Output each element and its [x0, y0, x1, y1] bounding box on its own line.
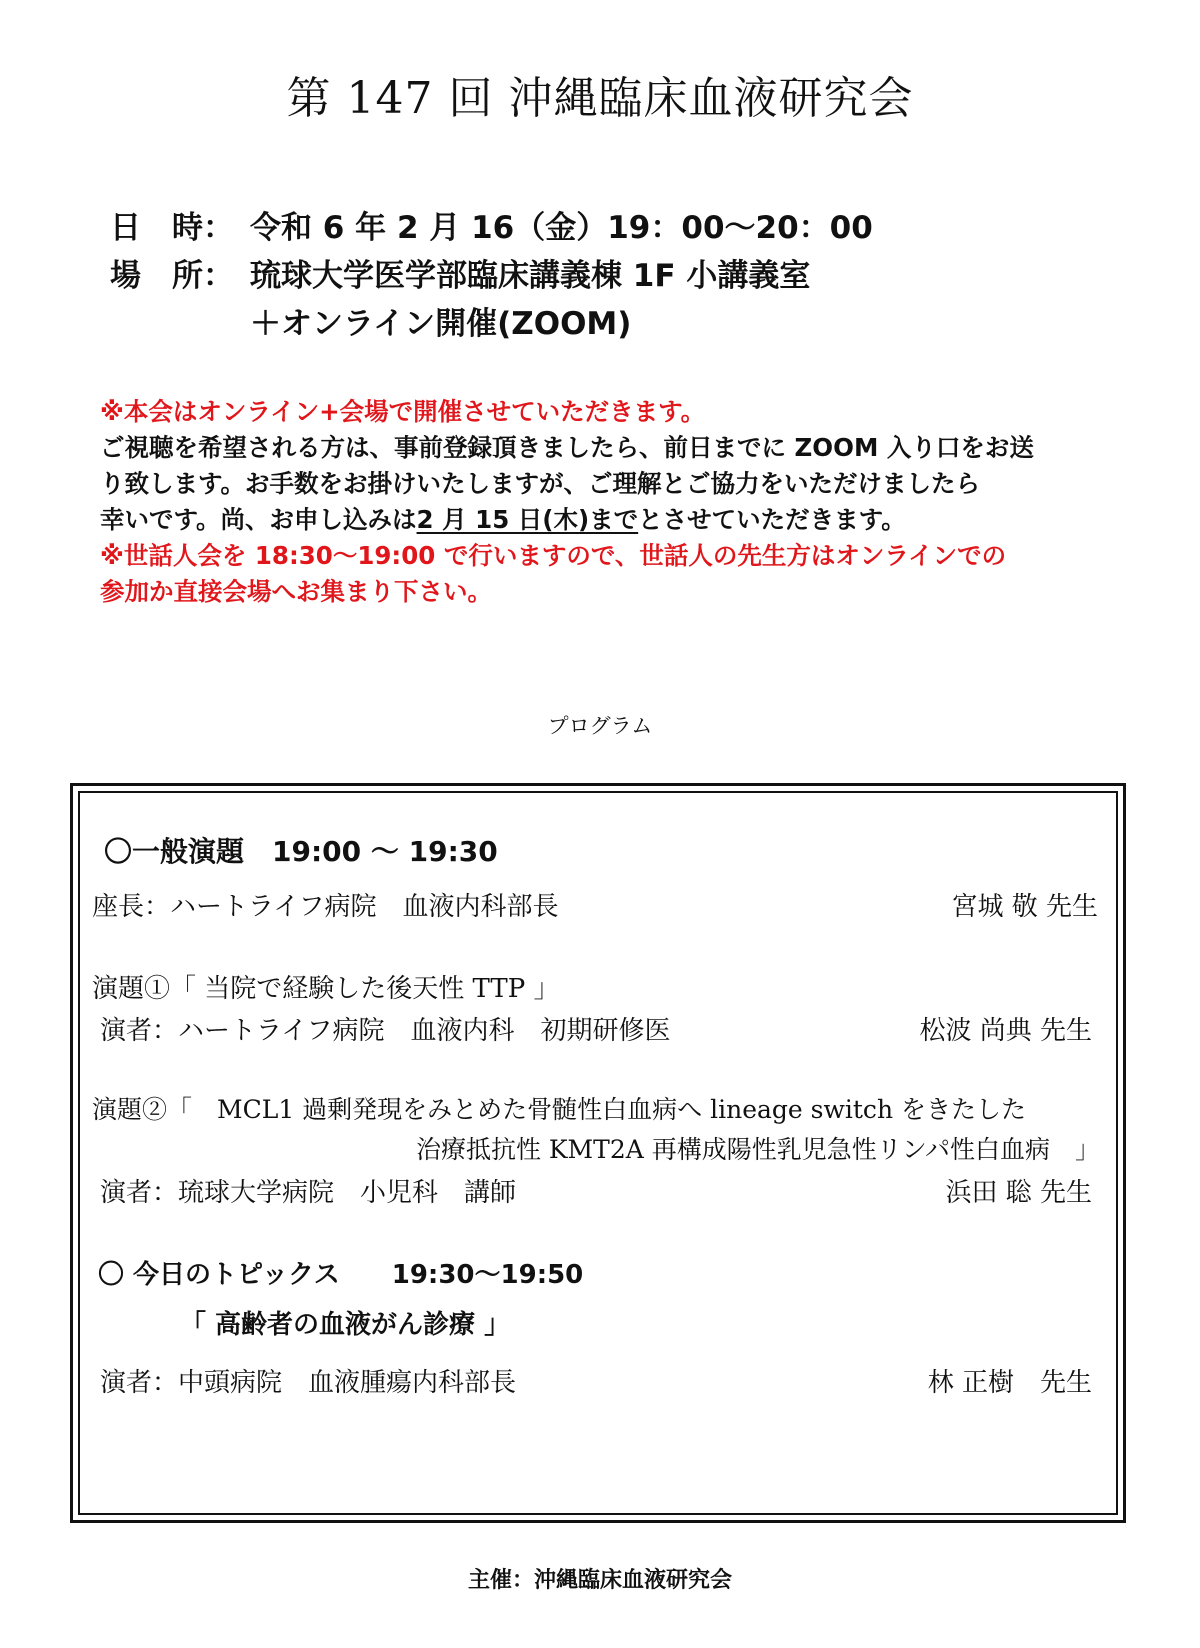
program-heading: プログラム: [547, 714, 653, 738]
notice-line-4: [100, 502, 906, 538]
page-title: 第 147 回 沖縄臨床血液研究会: [286, 73, 914, 124]
talk2-speaker-name: 浜田 聡 先生: [945, 1178, 1092, 1208]
venue-label: 場 所：: [110, 258, 234, 294]
topics-speaker-affiliation: 演者：中頭病院 血液腫瘍内科部長: [100, 1368, 517, 1398]
chair-name: 宮城 敬 先生: [951, 892, 1098, 922]
notice-line-4b: とさせていただきます。: [638, 505, 906, 534]
talk1-speaker-affiliation: 演者：ハートライフ病院 血液内科 初期研修医: [100, 1016, 671, 1046]
notice-line-2: ご視聴を希望される方は、事前登録頂きましたら、前日までに ZOOM 入り口をお送: [100, 433, 1034, 462]
talk1-speaker-name: 松波 尚典 先生: [919, 1016, 1092, 1046]
notice-online: ※本会はオンライン+会場で開催させていただきます。: [100, 397, 706, 426]
topics-speaker-name: 林 正樹 先生: [927, 1368, 1092, 1398]
venue-value-2: ＋オンライン開催(ZOOM): [250, 306, 632, 342]
organizer: 主催：沖縄臨床血液研究会: [467, 1568, 732, 1593]
registration-deadline: 2 月 15 日(木)まで: [416, 505, 639, 534]
venue-value: 琉球大学医学部臨床講義棟 1F 小講義室: [250, 258, 811, 294]
chair-affiliation: 座長：ハートライフ病院 血液内科部長: [92, 892, 559, 922]
notice-committee-2: 参加か直接会場へお集まり下さい。: [100, 577, 492, 606]
talk2-speaker-affiliation: 演者：琉球大学病院 小児科 講師: [100, 1178, 517, 1208]
venue-row: [110, 250, 810, 295]
topics-heading: 〇 今日のトピックス 19:30〜19:50: [98, 1260, 584, 1290]
general-session-heading: 〇一般演題 19:00 〜 19:30: [104, 835, 498, 868]
date-label: 日 時：: [110, 210, 234, 246]
notice-line-3: り致します。お手数をお掛けいたしますが、ご理解とご協力をいただけましたら: [100, 469, 981, 498]
talk1-title: 演題①「 当院で経験した後天性 TTP 」: [92, 974, 560, 1004]
topics-title: 「 高齢者の血液がん診療 」: [180, 1310, 511, 1340]
talk2-title-line-2: 治療抵抗性 KMT2A 再構成陽性乳児急性リンパ性白血病 」: [415, 1135, 1100, 1164]
date-row: [110, 202, 873, 247]
notice-committee: ※世話人会を 18:30〜19:00 で行いますので、世話人の先生方はオンラインでの: [100, 541, 1007, 570]
talk2-title: 演題②「 MCL1 過剰発現をみとめた骨髄性白血病へ lineage switch をきたした: [92, 1095, 1026, 1124]
notice-line-4a: 幸いです。尚、お申し込みは: [100, 505, 417, 534]
date-value: 令和 6 年 2 月 16（金）19：00〜20：00: [250, 210, 873, 246]
